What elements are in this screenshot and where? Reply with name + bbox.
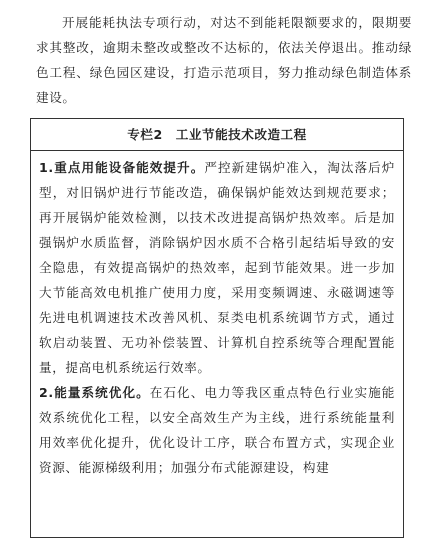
box-title: 专栏2 工业节能技术改造工程: [31, 119, 403, 151]
sidebar-box: [30, 118, 404, 538]
box-body: [31, 151, 403, 480]
box-item-2-text: 在石化、电力等我区重点特色行业实施能效系统优化工程，以安全高效生产为主线，进行系统能量利用效率优化提升，优化设计工序，联合布置方式，实现企业资源、能源梯级利用；加强分布式能源建设，构建: [39, 385, 395, 475]
box-item-1: [39, 155, 395, 380]
box-item-1-heading: 1.重点用能设备能效提升。: [39, 160, 205, 175]
box-item-1-text: 严控新建锅炉准入，淘汰落后炉型，对旧锅炉进行节能改造，确保锅炉能效达到规范要求；再开展锅炉能效检测，以技术改进提高锅炉热效率。后是加强锅炉水质监督，消除锅炉因水质不合格引起结垢导致的安全隐患，有效提高锅炉的热效率，起到节能效果。进一步加大节能高效电机推广使用力度，采用变频调速、永磁调速等先进电机调速技术改善风机、泵类电机系统调节方式，通过软启动装置、无功补偿装置、计算机自控系统等合理配置能量，提高电机系统运行效率。: [39, 160, 395, 375]
box-item-2-heading: 2.能量系统优化。: [39, 385, 150, 400]
intro-paragraph: 开展能耗执法专项行动，对达不到能耗限额要求的，限期要求其整改，逾期未整改或整改不达标的，依法关停退出。推动绿色工程、绿色园区建设，打造示范项目，努力推动绿色制造体系建设。: [36, 15, 412, 105]
box-item-2: [39, 380, 395, 480]
